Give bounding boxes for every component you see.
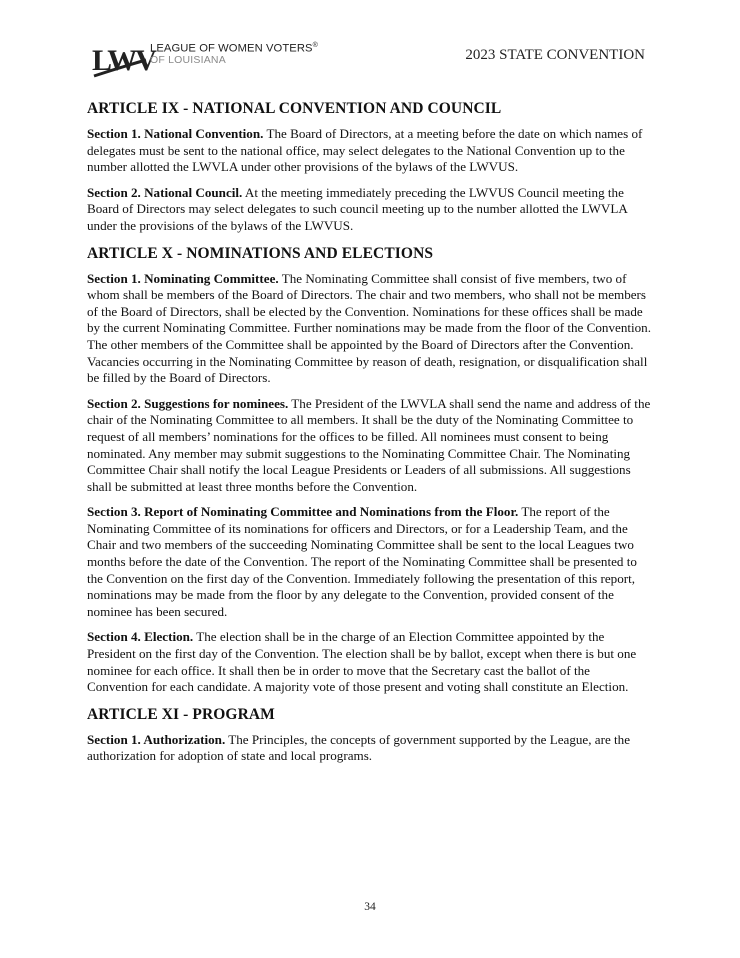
section-text: The President of the LWVLA shall send the name and address of the chair of the Nominating Committee to all members. It shall be the duty of the Nominating Committee to request of all members’ nominations for the offices to be filled. All nominees must consent to being nominated. Any member may submit suggestions to the Nominating Committee Chair. The Nominating Committee Chair shall notify the local League Presidents or Leaders of all submissions. All suggestions shall be submitted at least three months before the Convention. — [87, 395, 651, 494]
section-text: The Nominating Committee shall consist of five members, two of whom shall be members of the Board of Directors. The chair and two members, who shall not be members of the Board of Directors, shall be elected by the Convention. Nominations for these offices shall be made by the current Nominating Committee. Further nominations may be made from the floor of the Convention. The other members of the Committee shall be appointed by the Board of Directors after the Convention. Vacancies occurring in the Nominating Committee by reason of death, resignation, or disqualification shall be filled by the Board of Directors. — [87, 270, 652, 386]
section-label: Section 1. National Convention. — [87, 126, 264, 141]
page-body — [87, 99, 653, 774]
section-label: Section 1. Authorization. — [87, 731, 226, 747]
logo-org-name: LEAGUE OF WOMEN VOTERS® — [150, 42, 318, 55]
section-label: Section 1. Nominating Committee. — [87, 270, 279, 286]
page-header — [0, 0, 740, 90]
lwv-logo — [92, 40, 332, 84]
section-paragraph — [87, 126, 653, 176]
article-heading: ARTICLE IX - NATIONAL CONVENTION AND COUNCIL — [87, 100, 502, 117]
header-title: 2023 STATE CONVENTION — [465, 47, 645, 63]
section-paragraph — [87, 271, 653, 387]
section-paragraph — [87, 185, 653, 235]
section-paragraph — [87, 504, 653, 620]
article-heading: ARTICLE XI - PROGRAM — [87, 705, 275, 723]
section-text: At the meeting immediately preceding the LWVUS Council meeting the Board of Directors may select delegates to such council meeting up to the number allotted the LWVLA under the provisions of the bylaws of the LWVUS. — [87, 184, 628, 233]
section-label: Section 2. Suggestions for nominees. — [87, 395, 289, 411]
section-text: The Principles, the concepts of government supported by the League, are the authorization for adoption of state and local programs. — [87, 731, 631, 764]
section-label: Section 2. National Council. — [87, 184, 243, 200]
section-paragraph — [87, 732, 653, 765]
lwv-logo-mark-icon — [92, 40, 155, 84]
page-number: 34 — [364, 901, 376, 913]
section-text: The Board of Directors, at a meeting before the date on which names of delegates must be sent to the national office, may select delegates to the National Convention up to the number allotted the LWVLA under other provisions of the bylaws of the LWVUS. — [87, 126, 643, 175]
svg-text:LWV: LWV — [92, 44, 155, 77]
logo-org-state: OF LOUISIANA — [150, 54, 226, 66]
article-heading: ARTICLE X - NOMINATIONS AND ELECTIONS — [87, 244, 434, 262]
section-paragraph — [87, 396, 653, 496]
section-label: Section 4. Election. — [87, 629, 194, 645]
section-text: The election shall be in the charge of an Election Committee appointed by the President on the first day of the Convention. The election shall be by ballot, except when there is but one nominee for each office. It shall then be in order to move that the Secretary cast the ballot of the Convention for each candidate. A majority vote of those present and voting shall constitute an Election. — [87, 629, 637, 695]
section-paragraph — [87, 629, 653, 695]
section-label: Section 3. Report of Nominating Committee and Nominations from the Floor. — [87, 504, 519, 520]
section-text: The report of the Nominating Committee of its nominations for officers and Directors, or for a Leadership Team, and the Chair and two members of the succeeding Nominating Committee shall be sent to the local Leagues two months before the date of the Convention. The report of the Nominating Committee shall be presented to the Convention on the first day of the Convention. Immediately following the presentation of this report, nominations may be made from the floor by any delegate to the Convention, provided consent of the nominee has been secured. — [87, 504, 637, 619]
